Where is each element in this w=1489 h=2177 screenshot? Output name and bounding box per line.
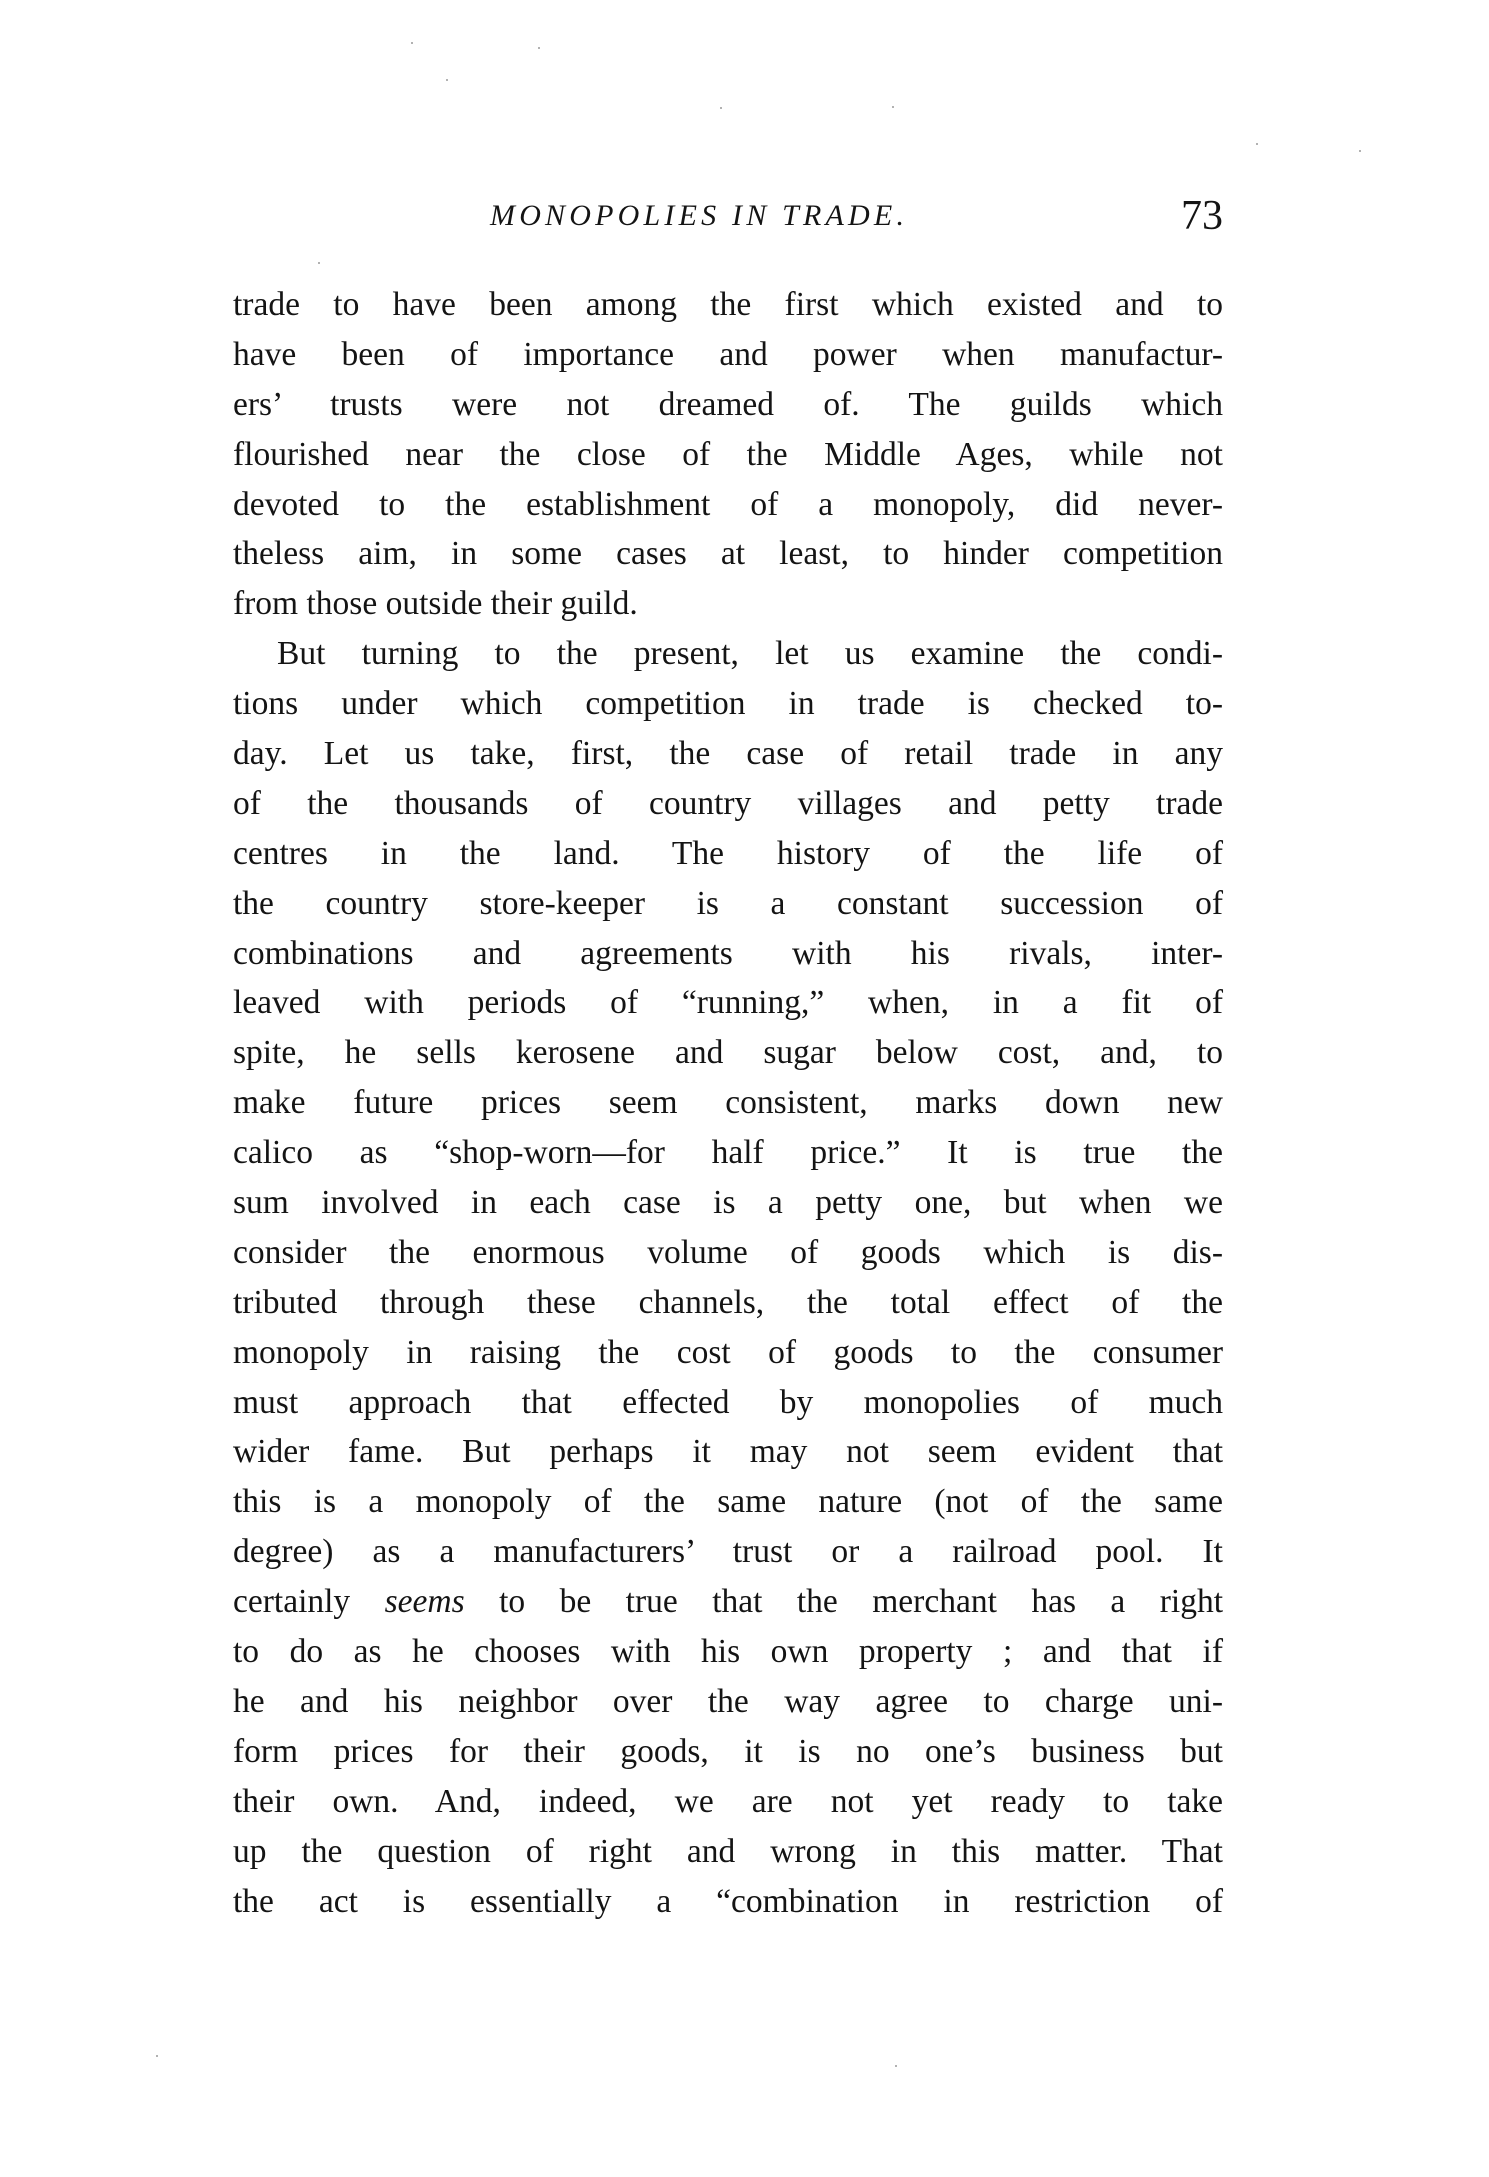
text-line: combinations and agreements with his rivals, inter-	[233, 934, 1223, 972]
running-head	[233, 193, 1223, 240]
line-text-before: certainly	[233, 1583, 385, 1621]
text-line: devoted to the establishment of a monopoly, did never-	[233, 485, 1223, 523]
text-line: make future prices seem consistent, marks down new	[233, 1084, 1223, 1122]
text-line: the act is essentially a “combination in restriction of	[233, 1882, 1223, 1920]
text-line-with-emphasis	[233, 1577, 1223, 1627]
scan-speck	[720, 107, 722, 109]
text-line: of the thousands of country villages and petty trade	[233, 784, 1223, 822]
scan-speck	[318, 262, 320, 264]
text-line: tributed through these channels, the total effect of the	[233, 1283, 1223, 1321]
text-line: form prices for their goods, it is no one’s business but	[233, 1732, 1223, 1770]
text-line: the country store-keeper is a constant succession of	[233, 884, 1223, 922]
text-line: consider the enormous volume of goods which is dis-	[233, 1233, 1223, 1271]
paragraph-2	[233, 629, 1223, 1926]
scan-speck	[538, 47, 540, 49]
text-line: ers’ trusts were not dreamed of. The guilds which	[233, 385, 1223, 423]
body-text	[233, 280, 1223, 1926]
text-line: But turning to the present, let us examine the condi-	[277, 635, 1223, 673]
text-line: up the question of right and wrong in this matter. That	[233, 1832, 1223, 1870]
text-line: theless aim, in some cases at least, to hinder competition	[233, 535, 1223, 573]
scan-speck	[156, 2055, 158, 2057]
text-line: this is a monopoly of the same nature (not of the same	[233, 1483, 1223, 1521]
page-number: 73	[1181, 193, 1223, 239]
text-line: from those outside their guild.	[233, 585, 638, 623]
running-title: MONOPOLIES IN TRADE.	[490, 199, 909, 232]
text-line: centres in the land. The history of the life of	[233, 834, 1223, 872]
scan-speck	[895, 2065, 897, 2067]
text-line: monopoly in raising the cost of goods to the consumer	[233, 1333, 1223, 1371]
text-line: degree) as a manufacturers’ trust or a railroad pool. It	[233, 1533, 1223, 1571]
text-line: he and his neighbor over the way agree to charge uni-	[233, 1682, 1223, 1720]
text-line: flourished near the close of the Middle Ages, while not	[233, 435, 1223, 473]
text-line: have been of importance and power when manufactur-	[233, 335, 1223, 373]
scan-speck	[446, 79, 448, 81]
paragraph-1	[233, 280, 1223, 629]
line-text-after: to be true that the merchant has a right	[464, 1583, 1224, 1621]
scan-speck	[1256, 143, 1258, 145]
text-line: must approach that effected by monopolies of much	[233, 1383, 1223, 1421]
text-line: tions under which competition in trade is checked to-	[233, 685, 1223, 723]
scan-speck	[892, 106, 894, 108]
text-line: spite, he sells kerosene and sugar below cost, and, to	[233, 1034, 1223, 1072]
text-line: wider fame. But perhaps it may not seem evident that	[233, 1433, 1223, 1471]
scan-speck	[411, 42, 413, 44]
text-line: sum involved in each case is a petty one, but when we	[233, 1184, 1223, 1222]
emphasized-word: seems	[384, 1583, 465, 1621]
text-line: their own. And, indeed, we are not yet ready to take	[233, 1782, 1223, 1820]
text-line: day. Let us take, first, the case of retail trade in any	[233, 735, 1223, 773]
text-line: calico as “shop-worn—for half price.” It is true the	[233, 1134, 1223, 1172]
text-line: trade to have been among the first which existed and to	[233, 286, 1223, 323]
text-line: to do as he chooses with his own property ; and that if	[233, 1633, 1223, 1671]
text-line: leaved with periods of “running,” when, in a fit of	[233, 984, 1223, 1022]
scan-speck	[1359, 150, 1361, 152]
